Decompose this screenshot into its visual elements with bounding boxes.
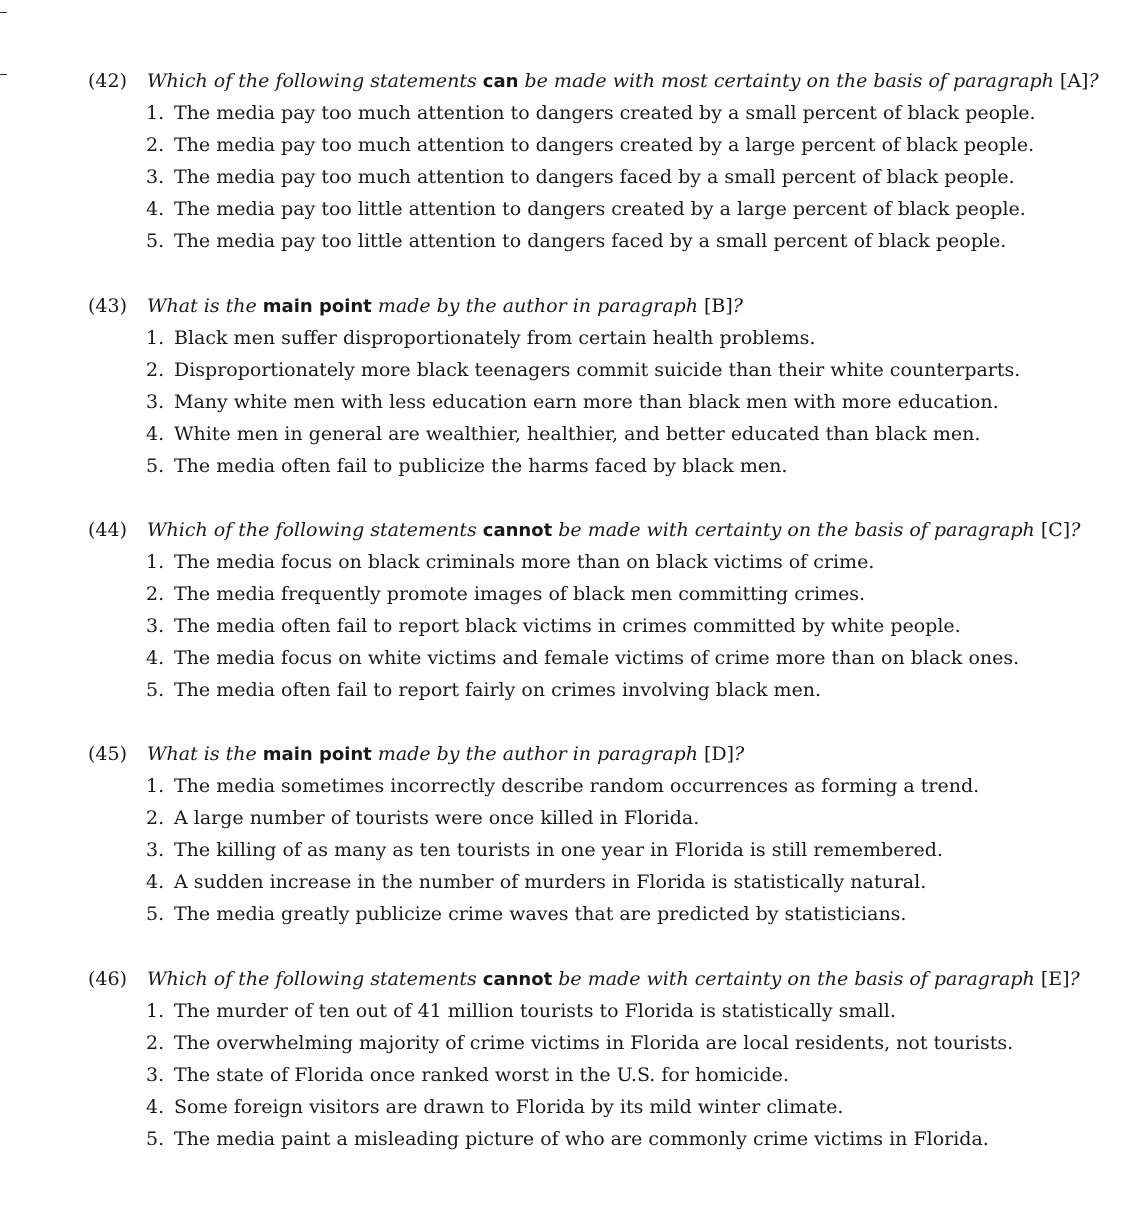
question-stem-row xyxy=(0,292,1131,324)
answer-option[interactable] xyxy=(0,163,1131,195)
question-stem-row xyxy=(0,965,1131,997)
option-number: 3. xyxy=(146,391,165,413)
option-text: The media pay too much attention to dangers created by a small percent of black people. xyxy=(174,102,1036,124)
question-stem-row xyxy=(0,740,1131,772)
option-number: 5. xyxy=(146,230,165,252)
question-number: (45) xyxy=(88,743,128,765)
stem-emphasis: can xyxy=(482,71,519,92)
answer-option[interactable] xyxy=(0,997,1131,1029)
stem-emphasis: main point xyxy=(262,296,372,317)
option-number: 4. xyxy=(146,1096,165,1118)
option-text: The media sometimes incorrectly describe random occurrences as forming a trend. xyxy=(174,775,980,797)
answer-option[interactable] xyxy=(0,388,1131,420)
stem-text: be made with certainty on the basis of paragraph xyxy=(552,519,1041,541)
stem-emphasis: cannot xyxy=(482,520,553,541)
question-number: (46) xyxy=(88,968,128,990)
answer-option[interactable] xyxy=(0,1061,1131,1093)
option-number: 4. xyxy=(146,647,165,669)
paragraph-reference: [A] xyxy=(1059,70,1089,92)
option-text: The media focus on white victims and female victims of crime more than on black ones. xyxy=(174,647,1020,669)
answer-option[interactable] xyxy=(0,804,1131,836)
answer-options xyxy=(0,324,1131,484)
question-stem xyxy=(147,965,1080,994)
answer-option[interactable] xyxy=(0,772,1131,804)
option-number: 1. xyxy=(146,775,165,797)
option-text: The killing of as many as ten tourists in one year in Florida is still remembered. xyxy=(174,839,943,861)
page-edge-mark-top xyxy=(0,12,7,13)
question-stem xyxy=(147,292,743,321)
answer-option[interactable] xyxy=(0,548,1131,580)
answer-options xyxy=(0,772,1131,932)
option-text: The media pay too much attention to dangers created by a large percent of black people. xyxy=(174,134,1035,156)
answer-options xyxy=(0,99,1131,259)
question-number: (43) xyxy=(88,295,128,317)
stem-text: What is the xyxy=(147,295,263,317)
option-number: 2. xyxy=(146,807,165,829)
option-text: Disproportionately more black teenagers commit suicide than their white counterparts. xyxy=(174,359,1021,381)
stem-text: Which of the following statements xyxy=(147,968,483,990)
question-44 xyxy=(0,516,1131,708)
option-number: 5. xyxy=(146,1128,165,1150)
answer-option[interactable] xyxy=(0,580,1131,612)
paragraph-reference: [B] xyxy=(703,295,733,317)
option-text: White men in general are wealthier, healthier, and better educated than black men. xyxy=(174,423,981,445)
option-text: Some foreign visitors are drawn to Florida by its mild winter climate. xyxy=(174,1096,844,1118)
option-number: 2. xyxy=(146,583,165,605)
answer-option[interactable] xyxy=(0,324,1131,356)
option-number: 4. xyxy=(146,871,165,893)
stem-end: ? xyxy=(1088,70,1099,92)
stem-text: Which of the following statements xyxy=(147,519,483,541)
option-text: The media pay too little attention to dangers created by a large percent of black people. xyxy=(174,198,1026,220)
answer-option[interactable] xyxy=(0,420,1131,452)
question-stem xyxy=(147,516,1080,545)
question-number: (44) xyxy=(88,519,128,541)
question-stem xyxy=(147,67,1099,96)
answer-option[interactable] xyxy=(0,1029,1131,1061)
stem-end: ? xyxy=(734,743,745,765)
option-text: The murder of ten out of 41 million tourists to Florida is statistically small. xyxy=(174,1000,896,1022)
option-number: 2. xyxy=(146,134,165,156)
paragraph-reference: [D] xyxy=(703,743,735,765)
stem-text: be made with most certainty on the basis of paragraph xyxy=(518,70,1060,92)
answer-option[interactable] xyxy=(0,195,1131,227)
question-45 xyxy=(0,740,1131,932)
option-text: The media frequently promote images of black men committing crimes. xyxy=(174,583,866,605)
stem-text: made by the author in paragraph xyxy=(371,743,704,765)
question-46 xyxy=(0,965,1131,1157)
question-number: (42) xyxy=(88,70,128,92)
option-number: 2. xyxy=(146,359,165,381)
answer-option[interactable] xyxy=(0,900,1131,932)
option-number: 3. xyxy=(146,839,165,861)
stem-text: What is the xyxy=(147,743,263,765)
option-text: A sudden increase in the number of murders in Florida is statistically natural. xyxy=(174,871,927,893)
option-number: 3. xyxy=(146,1064,165,1086)
stem-emphasis: main point xyxy=(262,744,372,765)
answer-option[interactable] xyxy=(0,676,1131,708)
option-text: The media often fail to report fairly on crimes involving black men. xyxy=(174,679,822,701)
question-42 xyxy=(0,67,1131,259)
answer-option[interactable] xyxy=(0,836,1131,868)
option-text: Many white men with less education earn more than black men with more education. xyxy=(174,391,999,413)
option-number: 1. xyxy=(146,1000,165,1022)
option-number: 1. xyxy=(146,102,165,124)
option-text: Black men suffer disproportionately from certain health problems. xyxy=(174,327,816,349)
answer-options xyxy=(0,548,1131,708)
answer-option[interactable] xyxy=(0,452,1131,484)
option-text: A large number of tourists were once killed in Florida. xyxy=(174,807,700,829)
option-number: 4. xyxy=(146,423,165,445)
option-number: 5. xyxy=(146,455,165,477)
option-number: 5. xyxy=(146,679,165,701)
option-number: 4. xyxy=(146,198,165,220)
paragraph-reference: [E] xyxy=(1040,968,1070,990)
option-text: The media pay too little attention to dangers faced by a small percent of black people. xyxy=(174,230,1007,252)
option-number: 5. xyxy=(146,903,165,925)
question-stem-row xyxy=(0,516,1131,548)
option-number: 3. xyxy=(146,166,165,188)
answer-option[interactable] xyxy=(0,1093,1131,1125)
option-text: The media often fail to publicize the harms faced by black men. xyxy=(174,455,788,477)
answer-option[interactable] xyxy=(0,356,1131,388)
answer-options xyxy=(0,997,1131,1157)
question-43 xyxy=(0,292,1131,484)
answer-option[interactable] xyxy=(0,868,1131,900)
option-text: The media pay too much attention to dangers faced by a small percent of black people. xyxy=(174,166,1015,188)
answer-option[interactable] xyxy=(0,1125,1131,1157)
paragraph-reference: [C] xyxy=(1040,519,1071,541)
option-number: 3. xyxy=(146,615,165,637)
option-text: The media focus on black criminals more than on black victims of crime. xyxy=(174,551,875,573)
stem-end: ? xyxy=(1070,519,1081,541)
option-text: The media often fail to report black victims in crimes committed by white people. xyxy=(174,615,961,637)
option-number: 2. xyxy=(146,1032,165,1054)
answer-option[interactable] xyxy=(0,612,1131,644)
answer-option[interactable] xyxy=(0,644,1131,676)
stem-emphasis: cannot xyxy=(482,969,553,990)
answer-option[interactable] xyxy=(0,99,1131,131)
stem-text: made by the author in paragraph xyxy=(371,295,704,317)
stem-end: ? xyxy=(1069,968,1080,990)
answer-option[interactable] xyxy=(0,227,1131,259)
option-text: The state of Florida once ranked worst in the U.S. for homicide. xyxy=(174,1064,789,1086)
option-text: The overwhelming majority of crime victims in Florida are local residents, not tourists. xyxy=(174,1032,1014,1054)
stem-text: Which of the following statements xyxy=(147,70,483,92)
option-text: The media paint a misleading picture of who are commonly crime victims in Florida. xyxy=(174,1128,989,1150)
option-number: 1. xyxy=(146,551,165,573)
question-stem xyxy=(147,740,744,769)
answer-option[interactable] xyxy=(0,131,1131,163)
stem-end: ? xyxy=(732,295,743,317)
stem-text: be made with certainty on the basis of paragraph xyxy=(552,968,1041,990)
option-text: The media greatly publicize crime waves that are predicted by statisticians. xyxy=(174,903,907,925)
question-stem-row xyxy=(0,67,1131,99)
option-number: 1. xyxy=(146,327,165,349)
